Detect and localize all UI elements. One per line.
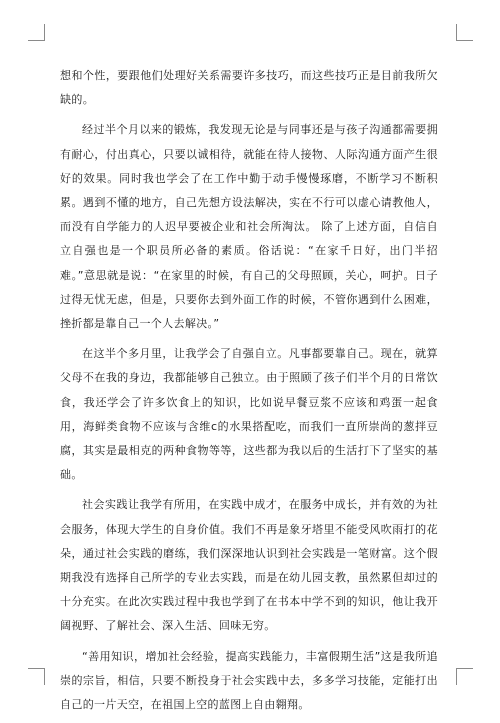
paragraph-4: 社会实践让我学有所用，在实践中成才，在服务中成长，并有效的为社会服务，体现大学生的自身价值。我们不再是象牙塔里不能受风吹雨打的花朵，通过社会实践的磨练，我们深深地认识到社会实践是一笔财富。这个假期我没有选择自己所学的专业去实践，而是在幼儿园支教，虽然累但却过的十分充实。在此次实践过程中我也学到了在书本中学不到的知识，他让我开阔视野、了解社会、深入生活、回味无穷。 bbox=[60, 498, 438, 633]
paragraph-3: 在这半个多月里，让我学会了自强自立。凡事都要靠自己。现在，就算父母不在我的身边，我都能够自己独立。由于照顾了孩子们半个月的日常饮食，我还学会了许多饮食上的知识，比如说早餐豆浆不应该和鸡蛋一起食用，海鲜类食物不应该与含维c的水果搭配吃，而我们一直所崇尚的葱拌豆腐，其实是最相克的两种食物等等，这些都为我以后的生活打下了坚实的基础。 bbox=[60, 347, 438, 482]
crop-mark-top-left bbox=[28, 24, 45, 41]
crop-mark-bottom-left bbox=[28, 668, 45, 685]
paragraph-2: 经过半个月以来的锻炼，我发现无论是与同事还是与孩子沟通都需要拥有耐心，付出真心，只要以诚相待，就能在待人接物、人际沟通方面产生很好的效果。同时我也学会了在工作中勤于动手慢慢琢磨，不断学习不断积累。遇到不懂的地方，自己先想方设法解决，实在不行可以虚心请教他人，而没有自学能力的人迟早要被企业和社会所淘汰。 除了上述方面，自信自立自强也是一个职员所必备的素质。俗话说：“在家千日好，出门半招难。”意思就是说：“在家里的时候，有自己的父母照顾，关心，呵护。日子过得无忧无虑，但是，只要你去到外面工作的时候，不管你遇到什么困难，挫折都是靠自己一个人去解决。” bbox=[60, 123, 438, 331]
document-body bbox=[60, 64, 438, 723]
crop-mark-top-right bbox=[456, 24, 473, 41]
crop-mark-bottom-right bbox=[456, 668, 473, 685]
paragraph-1: 想和个性，要跟他们处理好关系需要许多技巧，而这些技巧正是目前我所欠缺的。 bbox=[60, 69, 438, 107]
paragraph-5: “善用知识，增加社会经验，提高实践能力，丰富假期生活”这是我所追崇的宗旨，相信，只要不断投身于社会实践中去，多多学习技能，定能打出自己的一片天空，在祖国上空的蓝图上自由翱翔。 bbox=[60, 649, 438, 712]
